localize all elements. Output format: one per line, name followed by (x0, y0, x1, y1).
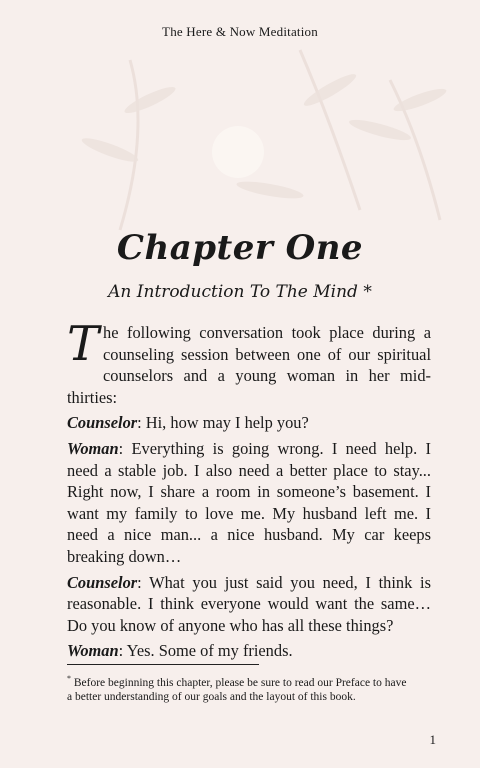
footnote-marker: * (67, 674, 71, 683)
footnote-text: Before beginning this chapter, please be sure to read our Preface to have a better understanding of our goals and the layout of this book. (67, 676, 407, 704)
dialogue-line (67, 412, 431, 434)
dialogue-line (67, 438, 431, 568)
intro-paragraph (67, 316, 431, 408)
speaker-name: Woman (67, 438, 119, 458)
footnote-divider (67, 664, 259, 665)
speaker-name: Counselor (67, 413, 138, 433)
chapter-body (67, 316, 431, 666)
chapter-title: Chapter One (116, 228, 364, 268)
running-head: The Here & Now Meditation (162, 24, 318, 39)
drop-cap: T (67, 316, 100, 372)
background-bamboo-moon-illustration (0, 40, 480, 240)
dialogue-text: : Yes. Some of my friends. (118, 641, 293, 661)
dialogue-text: : Hi, how may I help you? (137, 413, 309, 433)
dialogue-line (67, 572, 431, 637)
speaker-name: Woman (67, 641, 119, 661)
dialogue-text: : Everything is going wrong. I need help. I need a stable job. I also need a better place to stay... Right now, I share a room in someone’s basement. I want my family to love me. My husband left me. I need a nice man... a nice husband. My car keeps breaking down… (67, 438, 431, 566)
speaker-name: Counselor (67, 572, 138, 592)
page-number: 1 (429, 732, 436, 747)
chapter-subtitle: An Introduction To The Mind * (108, 282, 372, 302)
dialogue-line (67, 640, 431, 662)
footnote (67, 672, 407, 705)
intro-text: he following conversation took place during a counseling session between one of our spiritual counselors and a young woman in her mid-thirties: (67, 323, 431, 407)
dialogue-text: : What you just said you need, I think is reasonable. I think everyone would want the same… Do you know of anyone who has all these things? (67, 572, 431, 635)
